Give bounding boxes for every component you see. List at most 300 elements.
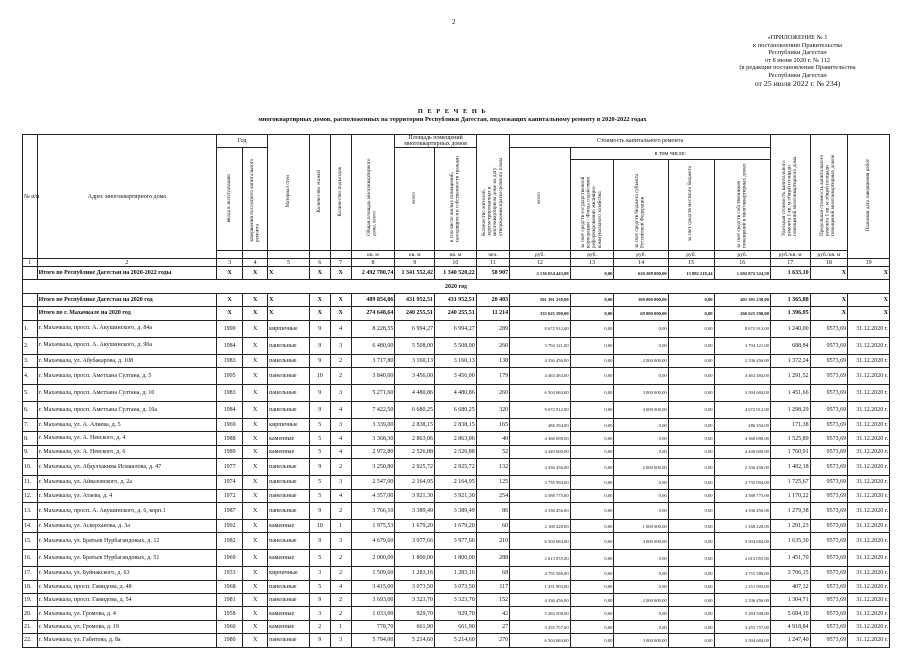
cell-year-commissioning: X	[217, 267, 243, 280]
cell-planned-date: 31.12.2020 г.	[848, 580, 890, 593]
cell-num: 8.	[23, 432, 38, 445]
cell-address: г. Махачкала, просп. Аметхана Султана, д. 10а	[37, 401, 216, 418]
cell-premises-owned: 2 164,95	[435, 476, 477, 489]
cell-premises-total: 5 214,60	[395, 634, 435, 647]
cell-floors: 9	[309, 459, 330, 476]
cell-cost-fund: 0,00	[570, 620, 614, 633]
cell-cost-fund: 0,00	[570, 519, 614, 532]
cell-cost-fund: 0,00	[570, 384, 614, 401]
index-floors: 6	[309, 259, 330, 267]
cell-cost-region: 2 000 000,00	[614, 459, 668, 476]
cell-num: 16.	[23, 550, 38, 567]
index-year-last-repair: 4	[243, 259, 268, 267]
cell-wall-material: каменные	[268, 550, 310, 567]
cell-residents: 68	[476, 567, 509, 580]
cell-cost-local: 0,00	[668, 634, 714, 647]
cell-cost-total: 486 394,00	[510, 418, 571, 431]
cell-residents: 210	[476, 533, 509, 550]
cell-cost-region: 3 000 000,00	[614, 533, 668, 550]
cell-cost-region: 0,00	[614, 476, 668, 489]
cell-premises-owned: 3 160,13	[435, 354, 477, 367]
cell-cost-local: 0,00	[668, 580, 714, 593]
cell-unit-cost: 1 451,70	[770, 550, 810, 567]
cell-premises-owned: 1 800,00	[435, 550, 477, 567]
cell-premises-total: 1 800,00	[395, 550, 435, 567]
cell-max-cost: 9573,69	[810, 476, 848, 489]
cell-wall-material: панельные	[268, 384, 310, 401]
cell-premises-total: 3 160,13	[395, 354, 435, 367]
index-entrances: 7	[330, 259, 351, 267]
table-row	[23, 502, 890, 519]
cell-planned-date: 31.12.2020 г.	[848, 476, 890, 489]
cell-address: г. Махачкала, ул. Братьев Нурбагандовых, д. 12	[37, 533, 216, 550]
cell-residents: 60	[476, 519, 509, 532]
cell-cost-fund: 0,00	[570, 418, 614, 431]
cell-entrances: 4	[330, 445, 351, 458]
cell-floors: 10	[309, 519, 330, 532]
cell-year-last-repair: X	[243, 580, 268, 593]
cell-residents: 125	[476, 476, 509, 489]
cell-cost-owners: 491 391 238,00	[714, 293, 770, 306]
cell-cost-region: 69 000 000,00	[614, 307, 668, 320]
cell-entrances: 2	[330, 607, 351, 620]
cell-cost-owners: 4 588 775,00	[714, 489, 770, 502]
cell-num: 18.	[23, 580, 38, 593]
unit-year-commissioning	[217, 251, 243, 259]
cell-unit-cost: 1 247,40	[770, 634, 810, 647]
cell-entrances: 2	[330, 459, 351, 476]
cell-max-cost: 9573,69	[810, 634, 848, 647]
cell-cost-owners: 5 284 508,00	[714, 607, 770, 620]
cell-year-last-repair: X	[243, 307, 268, 320]
cell-wall-material: панельные	[268, 337, 310, 354]
index-cost-total: 12	[510, 259, 571, 267]
table-row	[23, 607, 890, 620]
cell-total-area: 3 766,10	[351, 502, 395, 519]
unit-wall-material	[268, 251, 310, 259]
cell-premises-total: 2 863,06	[395, 432, 435, 445]
cell-address: г. Махачкала, ул. Атаева, д. 4	[37, 489, 216, 502]
table-row	[23, 384, 890, 401]
cell-cost-local: 0,00	[668, 293, 714, 306]
table-row	[23, 320, 890, 337]
cell-address: г. Махачкала, ул. Аскерханова, д. 3а	[37, 519, 216, 532]
header-year-group: Год	[217, 135, 268, 148]
cell-num	[23, 307, 38, 320]
year-label: 2020 год	[23, 280, 890, 293]
cell-wall-material: кирпичные	[268, 418, 310, 431]
cell-premises-total: 2 838,15	[395, 418, 435, 431]
cell-address: г. Махачкала, просп. Аметхана Султана, д. 10	[37, 384, 216, 401]
header-year-last-repair: завершения последнего капитального ремонта	[243, 148, 268, 251]
appendix-line: Республики Дагестан	[768, 49, 827, 57]
cell-max-cost: 9573,69	[810, 594, 848, 607]
cell-cost-region: 3 000 000,00	[614, 384, 668, 401]
cell-cost-fund: 0,00	[570, 401, 614, 418]
cell-num: 13.	[23, 502, 38, 519]
cell-unit-cost: 1 291,23	[770, 519, 810, 532]
cell-unit-cost: 1 170,22	[770, 489, 810, 502]
cell-address: г. Махачкала, просп. Гамидова, д. 54	[37, 594, 216, 607]
cell-num: 5.	[23, 384, 38, 401]
cell-cost-region: 0,00	[614, 320, 668, 337]
cell-residents: 260	[476, 337, 509, 354]
cell-cost-owners: 4 336 456,00	[714, 502, 770, 519]
cell-cost-region: 3 000 000,00	[614, 634, 668, 647]
cell-planned-date: 31.12.2020 г.	[848, 607, 890, 620]
unit-unit-cost: руб./кв. м	[770, 251, 810, 259]
cell-year-last-repair: X	[243, 354, 268, 367]
cell-num: 21.	[23, 620, 38, 633]
cell-entrances: 3	[330, 476, 351, 489]
cell-wall-material: панельные	[268, 502, 310, 519]
cell-entrances: 2	[330, 550, 351, 567]
cell-cost-owners: 4 672 912,00	[714, 401, 770, 418]
cell-cost-fund: 0,00	[570, 502, 614, 519]
cell-max-cost: 9573,69	[810, 418, 848, 431]
cell-wall-material: панельные	[268, 634, 310, 647]
cell-cost-owners: 2 336 456,00	[714, 354, 770, 367]
cell-premises-total: 929,70	[395, 607, 435, 620]
cell-cost-local: 0,00	[668, 401, 714, 418]
cell-cost-owners: 1 692 872 324,58	[714, 267, 770, 280]
cell-total-area: 274 648,64	[351, 307, 395, 320]
table-row	[23, 594, 890, 607]
cell-address: г. Махачкала, просп. А. Акушинского, д. 6, корп.1	[37, 502, 216, 519]
cell-floors: 9	[309, 320, 330, 337]
cell-cost-region: 0,00	[614, 580, 668, 593]
cell-unit-cost: 1 633,10	[770, 267, 810, 280]
cell-max-cost: 9573,69	[810, 459, 848, 476]
cell-year-commissioning: 1990	[217, 320, 243, 337]
cell-num: 15.	[23, 533, 38, 550]
header-unit-cost: Удельная стоимость капитального ремонта 1 кв. м общей площади помещений многоквартирного дома	[770, 135, 810, 251]
cell-cost-region: 0,00	[614, 620, 668, 633]
table-row	[23, 476, 890, 489]
cell-floors: 5	[309, 489, 330, 502]
cell-total-area: 3 250,80	[351, 459, 395, 476]
cell-unit-cost: 1 760,91	[770, 445, 810, 458]
cell-planned-date: 31.12.2020 г.	[848, 502, 890, 519]
cell-cost-local: 0,00	[668, 354, 714, 367]
cell-cost-total: 2 136 654 443,08	[510, 267, 571, 280]
cell-residents: 260	[476, 384, 509, 401]
cell-planned-date: 31.12.2020 г.	[848, 533, 890, 550]
cell-unit-cost: 5 684,10	[770, 607, 810, 620]
cell-max-cost: 9573,69	[810, 432, 848, 445]
cell-total-area: 8 228,55	[351, 320, 395, 337]
cell-num: 12.	[23, 489, 38, 502]
cell-premises-total: 1 679,20	[395, 519, 435, 532]
total-all-row	[23, 267, 890, 280]
cell-entrances: X	[330, 293, 351, 306]
cell-entrances: 4	[330, 580, 351, 593]
cell-num: 11.	[23, 476, 38, 489]
column-index-row	[23, 259, 890, 267]
cell-planned-date: 31.12.2020 г.	[848, 620, 890, 633]
cell-cost-fund: 0,00	[570, 634, 614, 647]
cell-cost-total: 5 284 508,00	[510, 607, 571, 620]
index-cost-local: 15	[668, 259, 714, 267]
cell-cost-total: 4 336 456,00	[510, 459, 571, 476]
cell-premises-total: 1 283,16	[395, 567, 435, 580]
cell-year-last-repair: X	[243, 320, 268, 337]
cell-premises-owned: 2 526,88	[435, 445, 477, 458]
index-premises-owned: 10	[435, 259, 477, 267]
cell-floors: 5	[309, 432, 330, 445]
index-unit-cost: 17	[770, 259, 810, 267]
cell-premises-owned: 3 389,49	[435, 502, 477, 519]
cell-year-commissioning: 1982	[217, 533, 243, 550]
cell-premises-total: 1 341 552,42	[395, 267, 435, 280]
cell-num: 1.	[23, 320, 38, 337]
cell-residents: 152	[476, 594, 509, 607]
cell-cost-owners: 3 504 684,00	[714, 533, 770, 550]
cell-cost-local: 0,00	[668, 459, 714, 476]
index-cost-owners: 16	[714, 259, 770, 267]
index-wall-material: 5	[268, 259, 310, 267]
cell-unit-cost: 1 372,24	[770, 354, 810, 367]
cell-entrances: 3	[330, 384, 351, 401]
cell-year-last-repair: X	[243, 293, 268, 306]
cell-max-cost: 9573,69	[810, 533, 848, 550]
cell-year-commissioning: 1995	[217, 367, 243, 384]
cell-planned-date: 31.12.2020 г.	[848, 567, 890, 580]
cell-max-cost: 9573,69	[810, 620, 848, 633]
cell-unit-cost: 688,84	[770, 337, 810, 354]
cell-cost-total: 6 504 684,00	[510, 634, 571, 647]
cell-floors: 5	[309, 550, 330, 567]
header-premises-group: Площадь помещений многоквартирных домов	[395, 135, 476, 148]
cell-year-commissioning: 1969	[217, 418, 243, 431]
cell-planned-date: 31.12.2020 г.	[848, 459, 890, 476]
cell-year-commissioning: 1977	[217, 459, 243, 476]
unit-residents: чел.	[476, 251, 509, 259]
cell-year-commissioning: X	[217, 293, 243, 306]
cell-total-area: 1 975,53	[351, 519, 395, 532]
cell-residents: 179	[476, 367, 509, 384]
cell-cost-local: 0,00	[668, 594, 714, 607]
cell-cost-fund: 0,00	[570, 550, 614, 567]
cell-wall-material: панельные	[268, 533, 310, 550]
cell-cost-region: 0,00	[614, 550, 668, 567]
cell-unit-cost: 1 525,89	[770, 432, 810, 445]
cell-cost-total: 335 625 590,00	[510, 307, 571, 320]
cell-year-last-repair: X	[243, 367, 268, 384]
cell-premises-owned: 4 480,86	[435, 384, 477, 401]
cell-premises-total: 3 323,70	[395, 594, 435, 607]
header-cost-local: за счет средств местного бюджета	[668, 160, 714, 251]
cell-cost-region: 0,00	[614, 337, 668, 354]
cell-address: г. Махачкала, ул. Буйнакского, д. 63	[37, 567, 216, 580]
cell-cost-fund: 0,00	[570, 367, 614, 384]
cell-num: 14.	[23, 519, 38, 532]
cell-floors: X	[309, 307, 330, 320]
cell-year-commissioning: 1958	[217, 607, 243, 620]
cell-cost-total: 2 168 228,00	[510, 519, 571, 532]
cell-cost-fund: 0,00	[570, 489, 614, 502]
cell-wall-material: панельные	[268, 354, 310, 367]
cell-year-commissioning: 1968	[217, 580, 243, 593]
year-row	[23, 280, 890, 293]
cell-year-commissioning: 1972	[217, 489, 243, 502]
cell-cost-owners: 8 672 912,00	[714, 320, 770, 337]
cell-year-commissioning: X	[217, 307, 243, 320]
cell-entrances: 4	[330, 320, 351, 337]
cell-address: г. Махачкала, ул. А. Невского, д. 4	[37, 432, 216, 445]
cell-num: 9.	[23, 445, 38, 458]
cell-cost-owners: 1 168 228,00	[714, 519, 770, 532]
cell-wall-material: каменные	[268, 607, 310, 620]
appendix-line: «ПРИЛОЖЕНИЕ № 1	[767, 34, 828, 41]
cell-year-commissioning: 1981	[217, 594, 243, 607]
cell-floors: 9	[309, 634, 330, 647]
cell-floors: 10	[309, 367, 330, 384]
cell-cost-total: 8 672 912,00	[510, 320, 571, 337]
cell-total-area: 4 357,00	[351, 489, 395, 502]
cell-entrances: 3	[330, 533, 351, 550]
cell-unit-cost: 1 396,95	[770, 307, 810, 320]
cell-premises-owned: 3 977,66	[435, 533, 477, 550]
header-total-area: Общая площадь многоквартирного дома, всего	[351, 135, 395, 251]
cell-cost-owners: 486 394,00	[714, 418, 770, 431]
cell-cost-local: 0,00	[668, 445, 714, 458]
cell-year-last-repair: X	[243, 445, 268, 458]
cell-cost-total: 6 504 684,00	[510, 384, 571, 401]
cell-cost-total: 8 672 912,00	[510, 401, 571, 418]
cell-entrances: 2	[330, 354, 351, 367]
cell-wall-material: каменные	[268, 620, 310, 633]
cell-residents: 289	[476, 320, 509, 337]
cell-cost-region: 0,00	[614, 607, 668, 620]
table-row	[23, 401, 890, 418]
cell-num	[23, 293, 38, 306]
cell-total-area: 3 840,00	[351, 367, 395, 384]
cell-unit-cost: 1 279,38	[770, 502, 810, 519]
cell-premises-total: 3 073,50	[395, 580, 435, 593]
cell-entrances: 4	[330, 489, 351, 502]
cell-max-cost: 9573,69	[810, 567, 848, 580]
cell-year-last-repair: X	[243, 620, 268, 633]
cell-num: 10.	[23, 459, 38, 476]
cell-cost-local: 0,00	[668, 337, 714, 354]
cell-cost-region: 0,00	[614, 367, 668, 384]
cell-premises-owned: 5 508,00	[435, 337, 477, 354]
cell-entrances: 1	[330, 519, 351, 532]
cell-address: г. Махачкала, просп. А. Акушинского, д. 84а	[37, 320, 216, 337]
cell-cost-total: 3 255 757,00	[510, 620, 571, 633]
cell-unit-cost: 1 240,00	[770, 320, 810, 337]
cell-floors: 5	[309, 445, 330, 458]
cell-wall-material: панельные	[268, 459, 310, 476]
cell-residents: 165	[476, 418, 509, 431]
cell-year-commissioning: 1960	[217, 620, 243, 633]
cell-wall-material: X	[268, 293, 310, 306]
index-num: 1	[23, 259, 38, 267]
cell-total-area: 2 492 780,74	[351, 267, 395, 280]
cell-cost-total: 2 613 055,00	[510, 550, 571, 567]
cell-max-cost: X	[810, 267, 848, 280]
cell-premises-total: 2 526,88	[395, 445, 435, 458]
cell-premises-total: 3 977,66	[395, 533, 435, 550]
cell-total-area: 1 033,00	[351, 607, 395, 620]
cell-cost-total: 4 755 586,00	[510, 567, 571, 580]
cell-residents: 40	[476, 432, 509, 445]
cell-premises-total: 5 508,00	[395, 337, 435, 354]
cell-cost-region: 2 000 000,00	[614, 354, 668, 367]
cell-max-cost: 9573,69	[810, 519, 848, 532]
cell-max-cost: 9573,69	[810, 550, 848, 567]
cell-address: г. Махачкала, ул. Айвазовского, д. 2а	[37, 476, 216, 489]
cell-cost-region: 1 000 000,00	[614, 519, 668, 532]
cell-address: г. Махачкала, ул. Абдулхакима Исмаилова, д. 47	[37, 459, 216, 476]
cell-max-cost: 9573,69	[810, 502, 848, 519]
cell-premises-owned: 1 283,16	[435, 567, 477, 580]
cell-total-area: 1 509,60	[351, 567, 395, 580]
cell-planned-date: 31.12.2020 г.	[848, 337, 890, 354]
cell-max-cost: 9573,69	[810, 580, 848, 593]
cell-max-cost: 9573,69	[810, 354, 848, 367]
cell-year-last-repair: X	[243, 607, 268, 620]
unit-year-last-repair	[243, 251, 268, 259]
cell-entrances: 3	[330, 634, 351, 647]
cell-wall-material: кирпичные	[268, 320, 310, 337]
cell-year-commissioning: 1983	[217, 384, 243, 401]
cell-floors: 9	[309, 401, 330, 418]
table-row	[23, 634, 890, 647]
cell-cost-region: 0,00	[614, 502, 668, 519]
cell-premises-owned: 2 838,15	[435, 418, 477, 431]
cell-year-last-repair: X	[243, 401, 268, 418]
cell-cost-total: 3 794 121,00	[510, 337, 571, 354]
cell-cost-fund: 0,00	[570, 320, 614, 337]
cell-premises-total: 240 255,51	[395, 307, 435, 320]
cell-address: г. Махачкала, ул. А. Алиева, д. 5	[37, 418, 216, 431]
cell-unit-cost: 1 304,71	[770, 594, 810, 607]
cell-cost-fund: 0,00	[570, 354, 614, 367]
cell-cost-region: 100 000 000,00	[614, 293, 668, 306]
cell-wall-material: каменные	[268, 445, 310, 458]
cell-cost-local: 0,00	[668, 533, 714, 550]
unit-entrances	[330, 251, 351, 259]
cell-unit-cost: 1 451,66	[770, 384, 810, 401]
cell-cost-total: 1 251 903,00	[510, 580, 571, 593]
cell-entrances: 2	[330, 502, 351, 519]
cell-cost-owners: 3 794 121,00	[714, 337, 770, 354]
cell-max-cost: 9573,69	[810, 367, 848, 384]
index-cost-fund: 13	[570, 259, 614, 267]
cell-address: г. Махачкала, ул. Громова, д. 19	[37, 620, 216, 633]
cell-total-area: 3 717,80	[351, 354, 395, 367]
cell-unit-cost: 407,32	[770, 580, 810, 593]
cell-wall-material: панельные	[268, 476, 310, 489]
cell-cost-local: 0,00	[668, 320, 714, 337]
cell-year-last-repair: X	[243, 634, 268, 647]
cell-address: Итого по г. Махачкале на 2020 год	[37, 307, 216, 320]
cell-premises-owned: 240 255,51	[435, 307, 477, 320]
cell-total-area: 3 693,00	[351, 594, 395, 607]
cell-cost-fund: 0,00	[570, 476, 614, 489]
header-year-commissioning: ввода в эксплуатацию	[217, 148, 243, 251]
cell-max-cost: 9573,69	[810, 320, 848, 337]
cell-floors: 9	[309, 384, 330, 401]
cell-cost-local: 0,00	[668, 307, 714, 320]
cell-cost-region: 0,00	[614, 567, 668, 580]
cell-unit-cost: 171,38	[770, 418, 810, 431]
index-address: 2	[37, 259, 216, 267]
total-2020-row	[23, 293, 890, 306]
cell-entrances: 3	[330, 418, 351, 431]
